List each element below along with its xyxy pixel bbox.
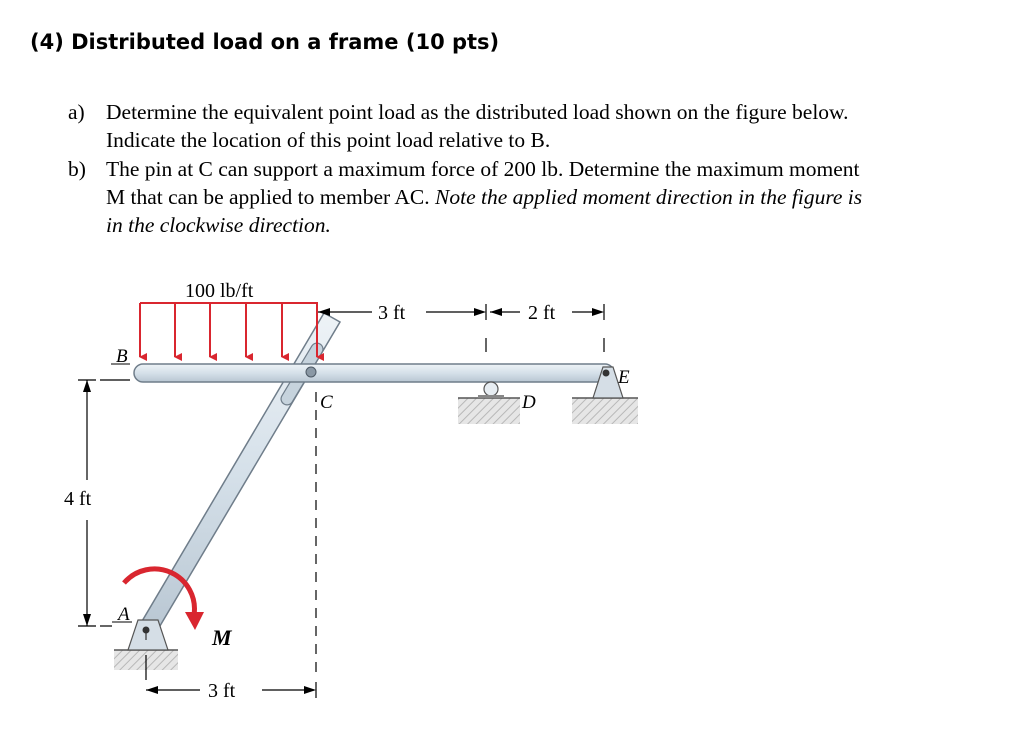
moment-label: M — [212, 625, 232, 650]
dimension-3ft-top: 3 ft — [378, 302, 406, 324]
label-b: B — [116, 346, 128, 367]
label-e: E — [618, 367, 630, 388]
question-b-line-2-italic: Note the applied moment direction in the figure is — [435, 185, 863, 209]
problem-title: (4) Distributed load on a frame (10 pts) — [30, 30, 500, 54]
question-b-label: b) — [68, 157, 86, 181]
label-a: A — [118, 604, 130, 625]
label-d: D — [522, 392, 536, 413]
question-b-line-3: in the clockwise direction. — [106, 213, 331, 237]
support-a — [128, 620, 168, 650]
load-label: 100 lb/ft — [185, 280, 254, 302]
distributed-load — [140, 303, 318, 357]
support-d — [478, 382, 504, 398]
member-ac — [138, 313, 340, 636]
dimension-3ft-bottom: 3 ft — [208, 680, 236, 702]
pin-c — [306, 367, 316, 377]
dimension-2ft: 2 ft — [528, 302, 556, 324]
question-a-line-2: Indicate the location of this point load relative to B. — [106, 128, 551, 152]
label-c: C — [320, 392, 333, 413]
dimension-4ft: 4 ft — [64, 488, 92, 510]
dimension-top — [318, 304, 604, 352]
question-b-line-2-normal: M that can be applied to member AC. — [106, 185, 435, 209]
ground-d — [458, 398, 520, 424]
ground-e — [572, 398, 638, 424]
question-a-label: a) — [68, 100, 85, 124]
question-a-line-1: Determine the equivalent point load as the distributed load shown on the figure below. — [106, 100, 849, 124]
question-b-line-1: The pin at C can support a maximum force of 200 lb. Determine the maximum moment — [106, 157, 860, 181]
member-be — [134, 364, 614, 382]
